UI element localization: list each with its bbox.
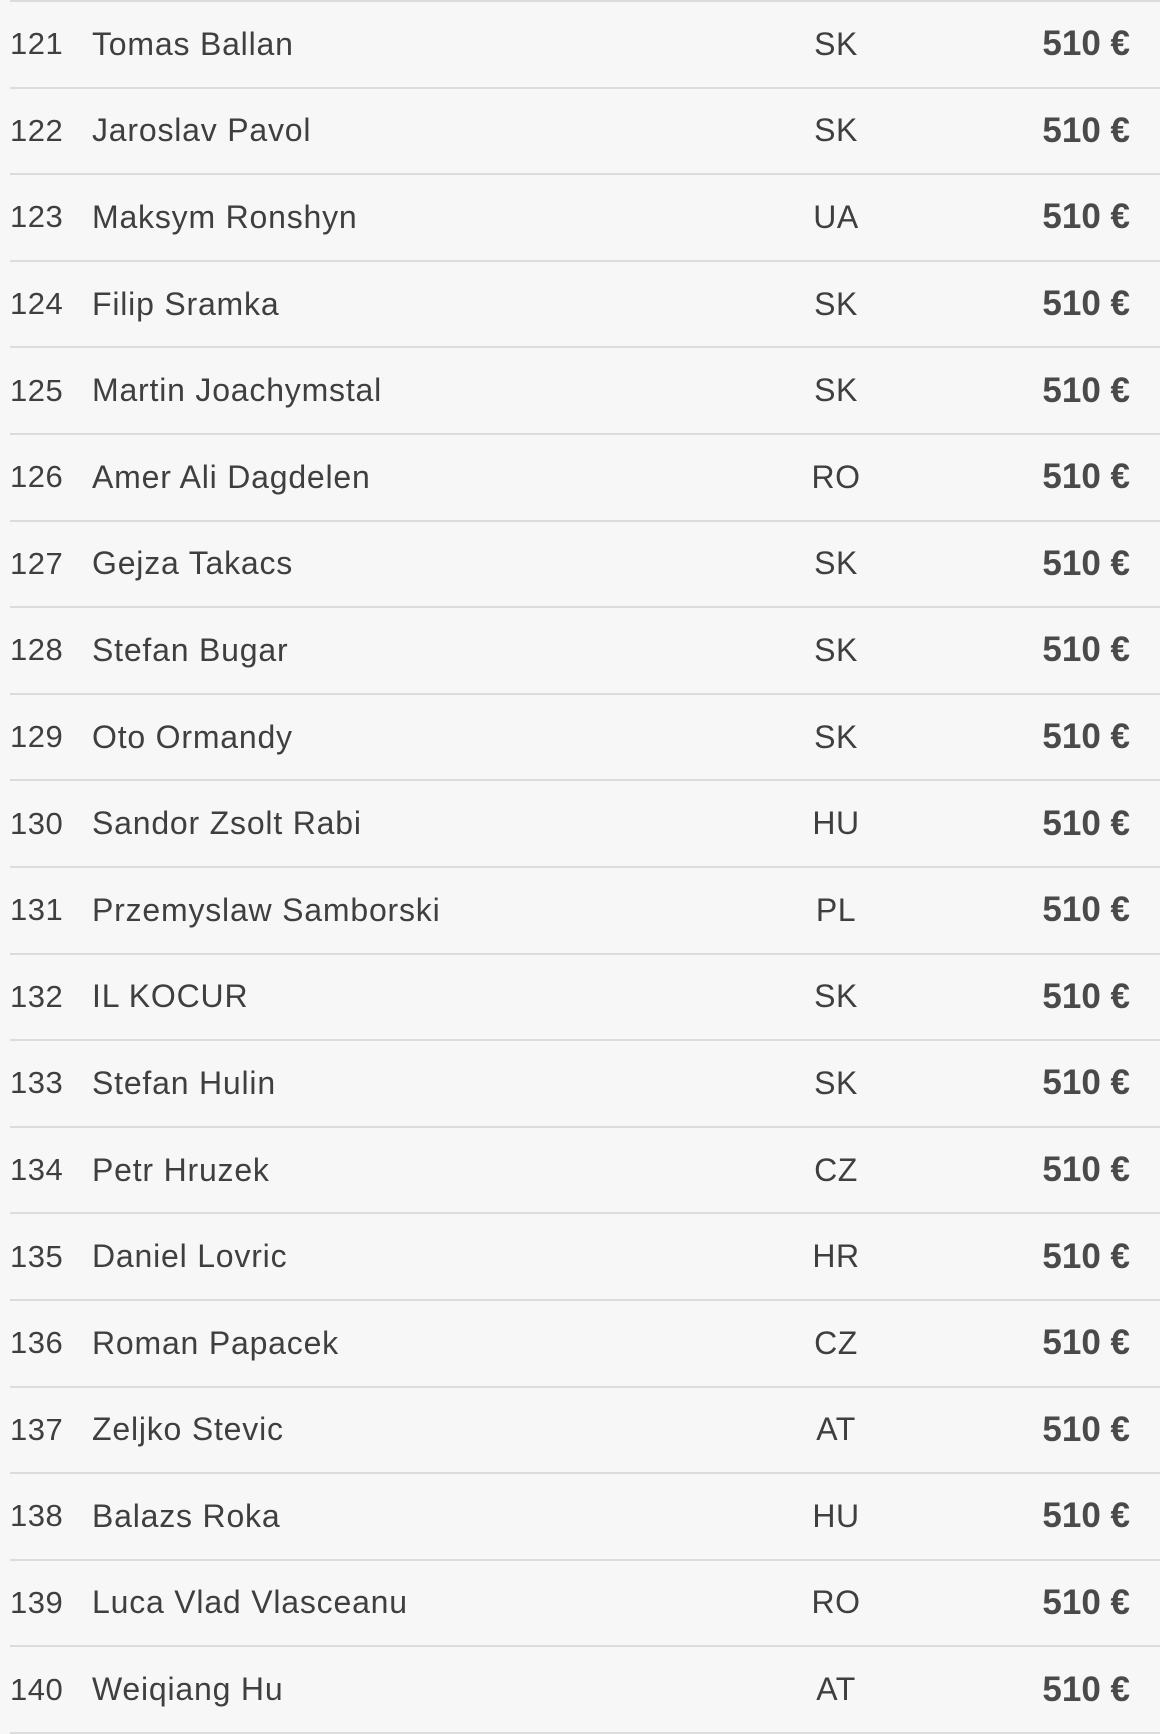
prize-amount-cell: 510 €: [1042, 630, 1130, 670]
prize-amount-cell: 510 €: [1042, 1236, 1130, 1276]
country-code-cell: HU: [812, 805, 860, 842]
prize-amount-cell: 510 €: [1042, 1063, 1130, 1103]
rank-cell: 126: [10, 459, 64, 495]
results-table: [10, 0, 1160, 1734]
country-code-cell: SK: [814, 545, 858, 582]
rank-cell: 131: [10, 892, 64, 928]
table-row: [10, 260, 1160, 347]
table-row: [10, 1299, 1160, 1386]
rank-cell: 124: [10, 286, 64, 322]
rank-cell: 134: [10, 1152, 64, 1188]
player-name-cell: Gejza Takacs: [92, 545, 294, 582]
country-code-cell: PL: [815, 891, 857, 928]
table-row: [10, 1039, 1160, 1126]
rank-cell: 122: [10, 112, 64, 148]
country-code-cell: SK: [814, 718, 858, 755]
country-code-cell: HU: [812, 1497, 860, 1534]
rank-cell: 136: [10, 1325, 64, 1361]
country-code-cell: SK: [814, 112, 858, 149]
player-name-cell: Amer Ali Dagdelen: [92, 458, 371, 495]
prize-amount-cell: 510 €: [1042, 1150, 1130, 1190]
rank-cell: 128: [10, 632, 64, 668]
prize-amount-cell: 510 €: [1042, 1323, 1130, 1363]
rank-cell: 121: [10, 26, 64, 62]
country-code-cell: SK: [814, 25, 858, 62]
table-row: [10, 693, 1160, 780]
prize-amount-cell: 510 €: [1042, 717, 1130, 757]
rank-cell: 135: [10, 1238, 64, 1274]
table-row: [10, 1559, 1160, 1646]
country-code-cell: SK: [814, 978, 858, 1015]
prize-amount-cell: 510 €: [1042, 457, 1130, 497]
rank-cell: 130: [10, 805, 64, 841]
rank-cell: 137: [10, 1411, 64, 1447]
table-row: [10, 87, 1160, 174]
player-name-cell: Jaroslav Pavol: [92, 112, 312, 149]
country-code-cell: SK: [814, 631, 858, 668]
table-row: [10, 433, 1160, 520]
player-name-cell: Sandor Zsolt Rabi: [92, 805, 362, 842]
prize-amount-cell: 510 €: [1042, 110, 1130, 150]
prize-amount-cell: 510 €: [1042, 1409, 1130, 1449]
country-code-cell: RO: [811, 458, 861, 495]
prize-amount-cell: 510 €: [1042, 543, 1130, 583]
player-name-cell: Weiqiang Hu: [92, 1671, 284, 1708]
rank-cell: 139: [10, 1584, 64, 1620]
country-code-cell: AT: [816, 1411, 856, 1448]
player-name-cell: Filip Sramka: [92, 285, 280, 322]
rank-cell: 133: [10, 1065, 64, 1101]
player-name-cell: Luca Vlad Vlasceanu: [92, 1584, 408, 1621]
table-row: [10, 866, 1160, 953]
prize-amount-cell: 510 €: [1042, 370, 1130, 410]
prize-amount-cell: 510 €: [1042, 24, 1130, 64]
table-row: [10, 0, 1160, 87]
rank-cell: 138: [10, 1498, 64, 1534]
prize-amount-cell: 510 €: [1042, 1582, 1130, 1622]
country-code-cell: UA: [813, 198, 859, 235]
country-code-cell: SK: [814, 1064, 858, 1101]
prize-amount-cell: 510 €: [1042, 976, 1130, 1016]
player-name-cell: Balazs Roka: [92, 1497, 281, 1534]
table-row: [10, 346, 1160, 433]
rank-cell: 129: [10, 719, 64, 755]
prize-amount-cell: 510 €: [1042, 890, 1130, 930]
prize-amount-cell: 510 €: [1042, 1669, 1130, 1709]
player-name-cell: Martin Joachymstal: [92, 372, 383, 409]
country-code-cell: CZ: [814, 1151, 858, 1188]
rank-cell: 140: [10, 1671, 64, 1707]
country-code-cell: CZ: [814, 1324, 858, 1361]
player-name-cell: Przemyslaw Samborski: [92, 891, 441, 928]
player-name-cell: Oto Ormandy: [92, 718, 293, 755]
table-row: [10, 1645, 1160, 1734]
prize-amount-cell: 510 €: [1042, 1496, 1130, 1536]
country-code-cell: RO: [811, 1584, 861, 1621]
country-code-cell: SK: [814, 285, 858, 322]
player-name-cell: Petr Hruzek: [92, 1151, 270, 1188]
player-name-cell: IL KOCUR: [92, 978, 249, 1015]
player-name-cell: Tomas Ballan: [92, 25, 294, 62]
player-name-cell: Maksym Ronshyn: [92, 198, 358, 235]
prize-amount-cell: 510 €: [1042, 197, 1130, 237]
country-code-cell: SK: [814, 372, 858, 409]
prize-amount-cell: 510 €: [1042, 284, 1130, 324]
rank-cell: 123: [10, 199, 64, 235]
country-code-cell: AT: [816, 1671, 856, 1708]
table-row: [10, 1126, 1160, 1213]
rank-cell: 127: [10, 545, 64, 581]
country-code-cell: HR: [812, 1238, 860, 1275]
player-name-cell: Stefan Hulin: [92, 1064, 276, 1101]
player-name-cell: Daniel Lovric: [92, 1238, 288, 1275]
rank-cell: 132: [10, 978, 64, 1014]
table-row: [10, 779, 1160, 866]
table-row: [10, 520, 1160, 607]
player-name-cell: Roman Papacek: [92, 1324, 339, 1361]
table-row: [10, 606, 1160, 693]
table-row: [10, 1472, 1160, 1559]
player-name-cell: Stefan Bugar: [92, 631, 289, 668]
table-row: [10, 1386, 1160, 1473]
prize-amount-cell: 510 €: [1042, 803, 1130, 843]
table-row: [10, 953, 1160, 1040]
player-name-cell: Zeljko Stevic: [92, 1411, 284, 1448]
table-row: [10, 173, 1160, 260]
table-row: [10, 1212, 1160, 1299]
rank-cell: 125: [10, 372, 64, 408]
